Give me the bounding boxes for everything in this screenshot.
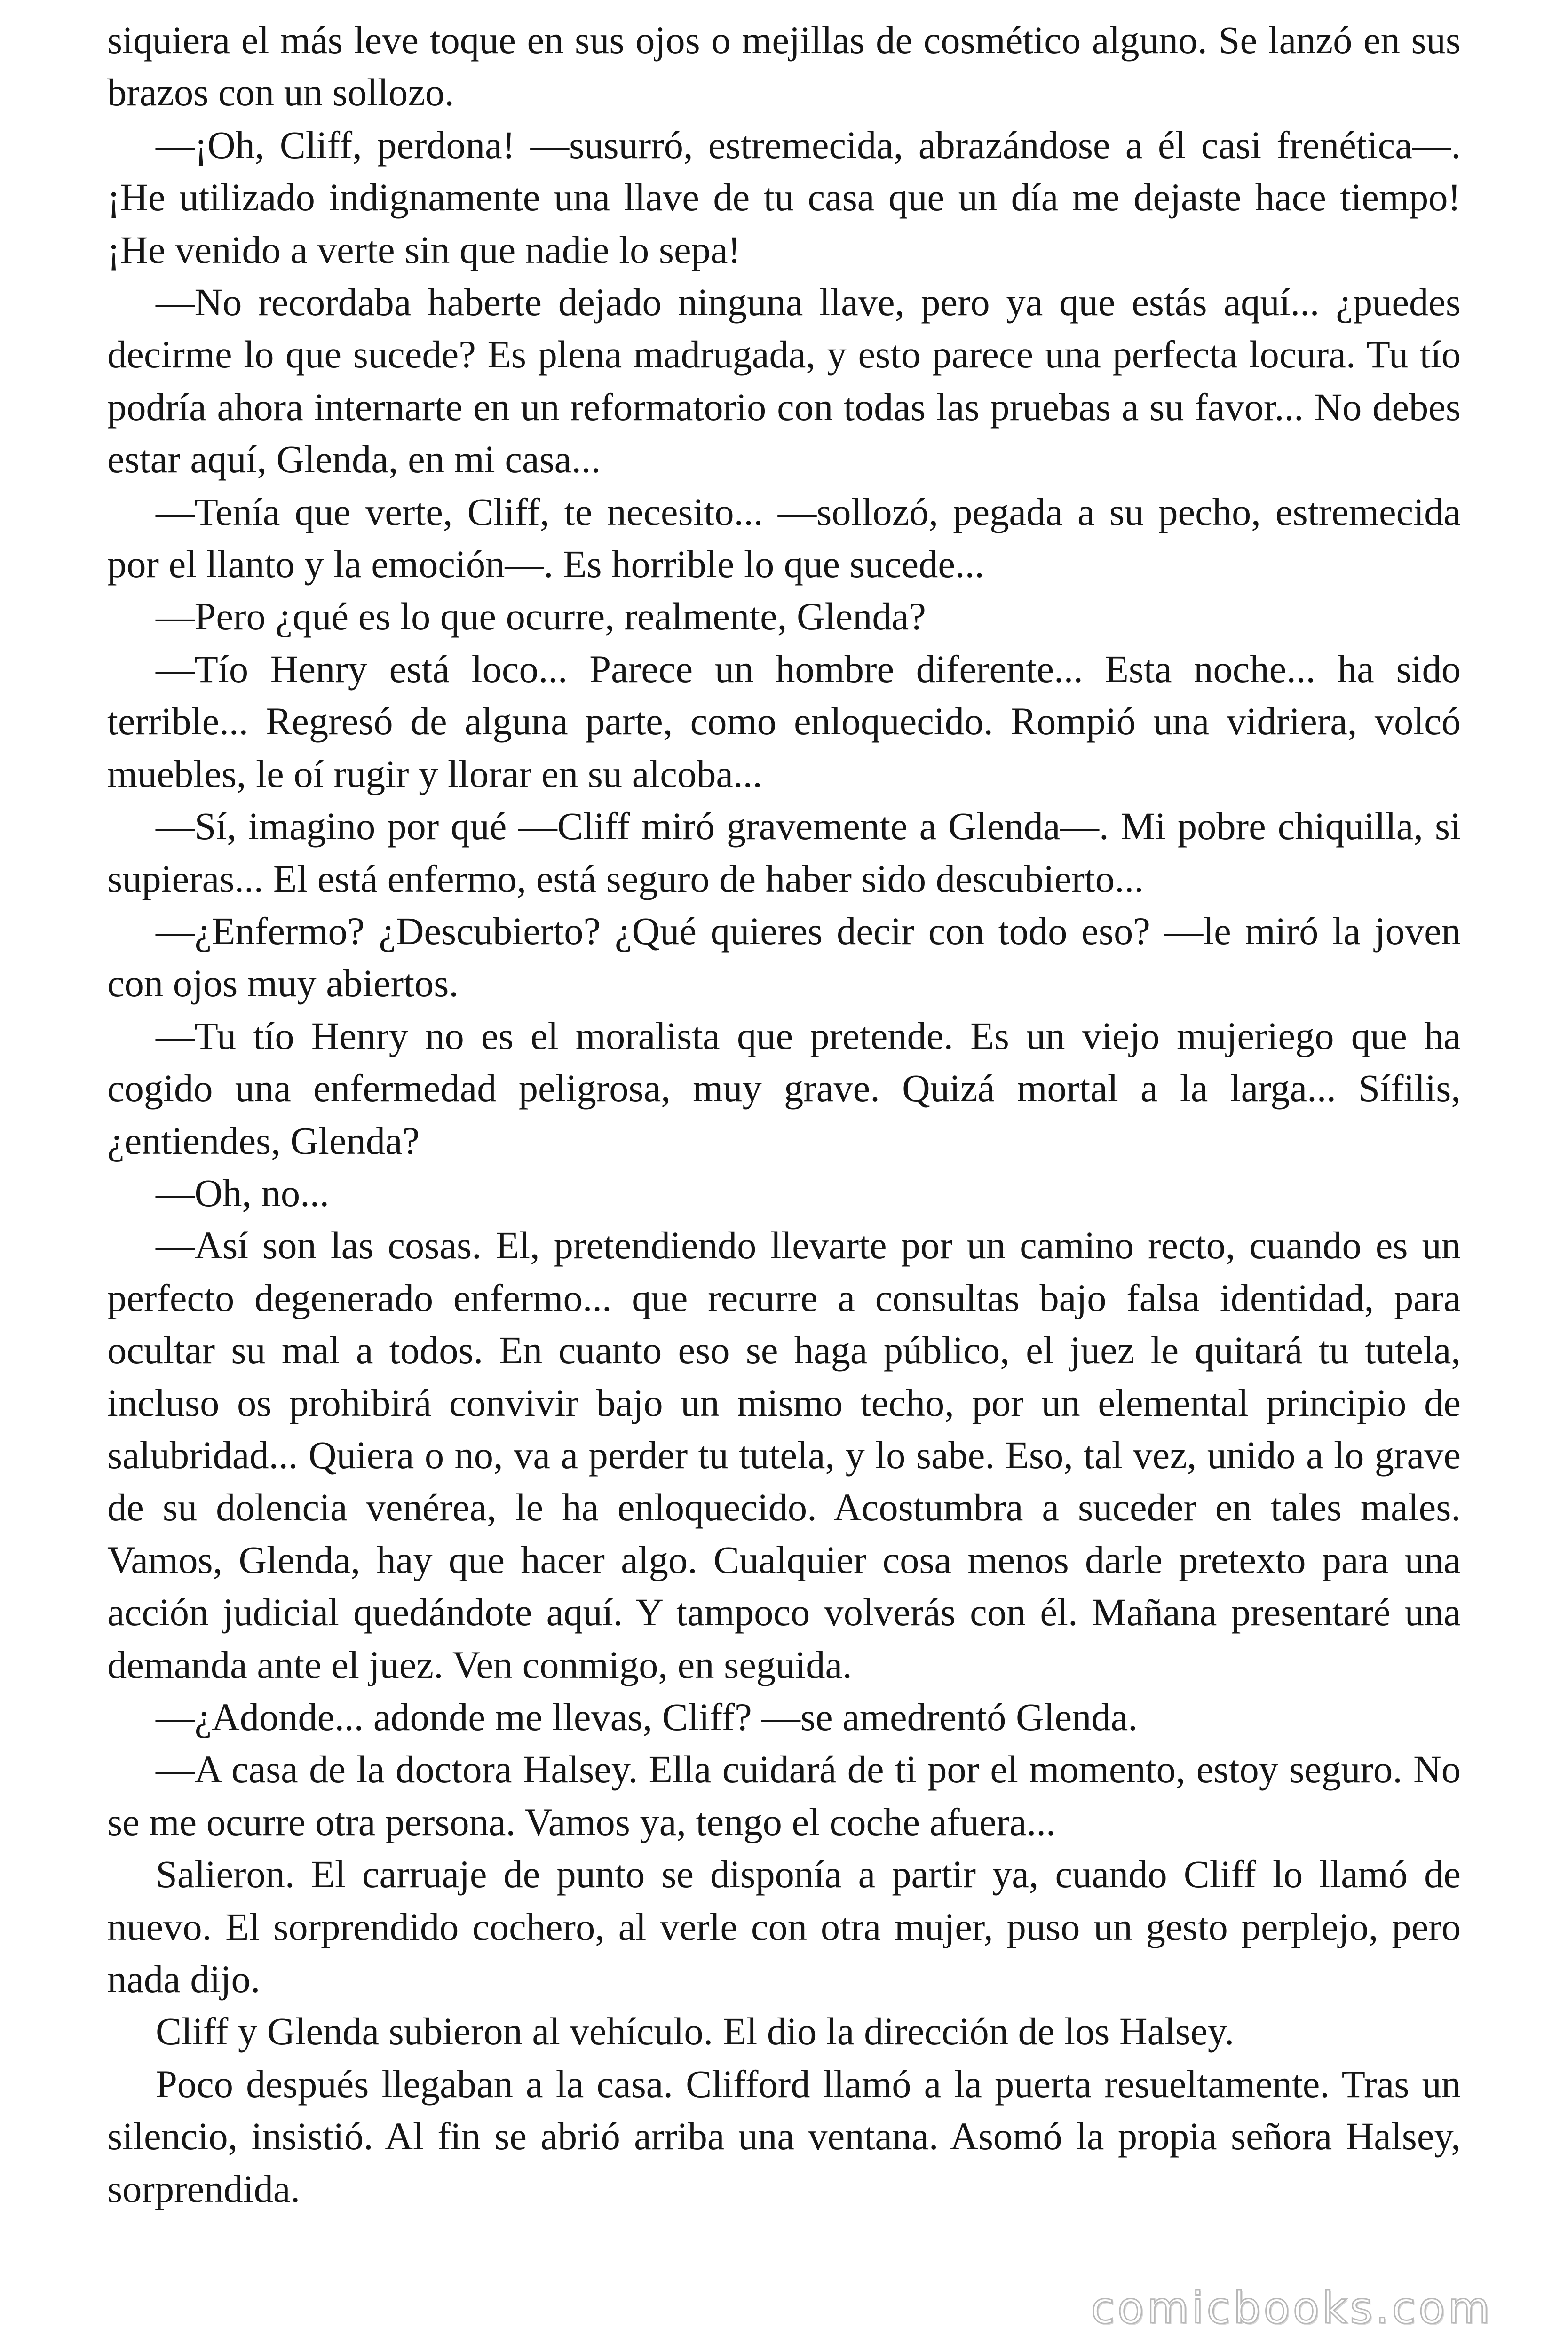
paragraph: —No recordaba haberte dejado ninguna llave, pero ya que estás aquí... ¿puedes decirme lo que sucede? Es plena madrugada, y esto parece una perfecta locura. Tu tío podría ahora internarte en un reformatorio con todas las pruebas a su favor... No debes estar aquí, Glenda, en mi casa... (107, 280, 1461, 481)
paragraph: —¿Enfermo? ¿Descubierto? ¿Qué quieres decir con todo eso? —le miró la joven con ojos muy abiertos. (107, 909, 1461, 1005)
paragraph: —A casa de la doctora Halsey. Ella cuidará de ti por el momento, estoy seguro. No se me ocurre otra persona. Vamos ya, tengo el coche afuera... (107, 1748, 1461, 1843)
paragraph: —¿Adonde... adonde me llevas, Cliff? —se amedrentó Glenda. (156, 1695, 1138, 1739)
paragraph: Cliff y Glenda subieron al vehículo. El dio la dirección de los Halsey. (156, 2010, 1235, 2053)
paragraph: —Así son las cosas. El, pretendiendo llevarte por un camino recto, cuando es un perfecto degenerado enfermo... que recurre a consultas bajo falsa identidad, para ocultar su mal a todos. En cuanto eso se haga público, el juez le quitará tu tutela, incluso os prohibirá convivir bajo un mismo techo, por un elemental principio de salubridad... Quiera o no, va a perder tu tutela, y lo sabe. Eso, tal vez, unido a lo grave de su dolencia venérea, le ha enloquecido. Acostumbra a suceder en tales males. Vamos, Glenda, hay que hacer algo. Cualquier cosa menos darle pretexto para una acción judicial quedándote aquí. Y tampoco volverás con él. Mañana presentaré una demanda ante el juez. Ven conmigo, en seguida. (107, 1224, 1461, 1686)
book-page-text (107, 14, 1461, 2215)
paragraph-continuation: siquiera el más leve toque en sus ojos o mejillas de cosmético alguno. Se lanzó en sus brazos con un sollozo. (107, 18, 1461, 114)
paragraph: Salieron. El carruaje de punto se disponía a partir ya, cuando Cliff lo llamó de nuevo. El sorprendido cochero, al verle con otra mujer, puso un gesto perplejo, pero nada dijo. (107, 1852, 1461, 2001)
paragraph: Poco después llegaban a la casa. Clifford llamó a la puerta resueltamente. Tras un silencio, insistió. Al fin se abrió arriba una ventana. Asomó la propia señora Halsey, sorprendida. (107, 2062, 1461, 2210)
watermark: comicbooks.com (1091, 2283, 1493, 2333)
paragraph: —Tío Henry está loco... Parece un hombre diferente... Esta noche... ha sido terrible... Regresó de alguna parte, como enloquecido. Rompió una vidriera, volcó muebles, le oí rugir y llorar en su alcoba... (107, 647, 1461, 795)
paragraph: —¡Oh, Cliff, perdona! —susurró, estremecida, abrazándose a él casi frenética—. ¡He utilizado indignamente una llave de tu casa que un día me dejaste hace tiempo! ¡He venido a verte sin que nadie lo sepa! (107, 123, 1461, 271)
paragraph: —Pero ¿qué es lo que ocurre, realmente, Glenda? (156, 595, 926, 638)
paragraph: —Tenía que verte, Cliff, te necesito... —sollozó, pegada a su pecho, estremecida por el llanto y la emoción—. Es horrible lo que sucede... (107, 490, 1461, 586)
paragraph: —Tu tío Henry no es el moralista que pretende. Es un viejo mujeriego que ha cogido una enfermedad peligrosa, muy grave. Quizá mortal a la larga... Sífilis, ¿entiendes, Glenda? (107, 1014, 1461, 1162)
paragraph: —Sí, imagino por qué —Cliff miró gravemente a Glenda—. Mi pobre chiquilla, si supieras... El está enfermo, está seguro de haber sido descubierto... (107, 804, 1461, 900)
paragraph: —Oh, no... (156, 1171, 329, 1215)
